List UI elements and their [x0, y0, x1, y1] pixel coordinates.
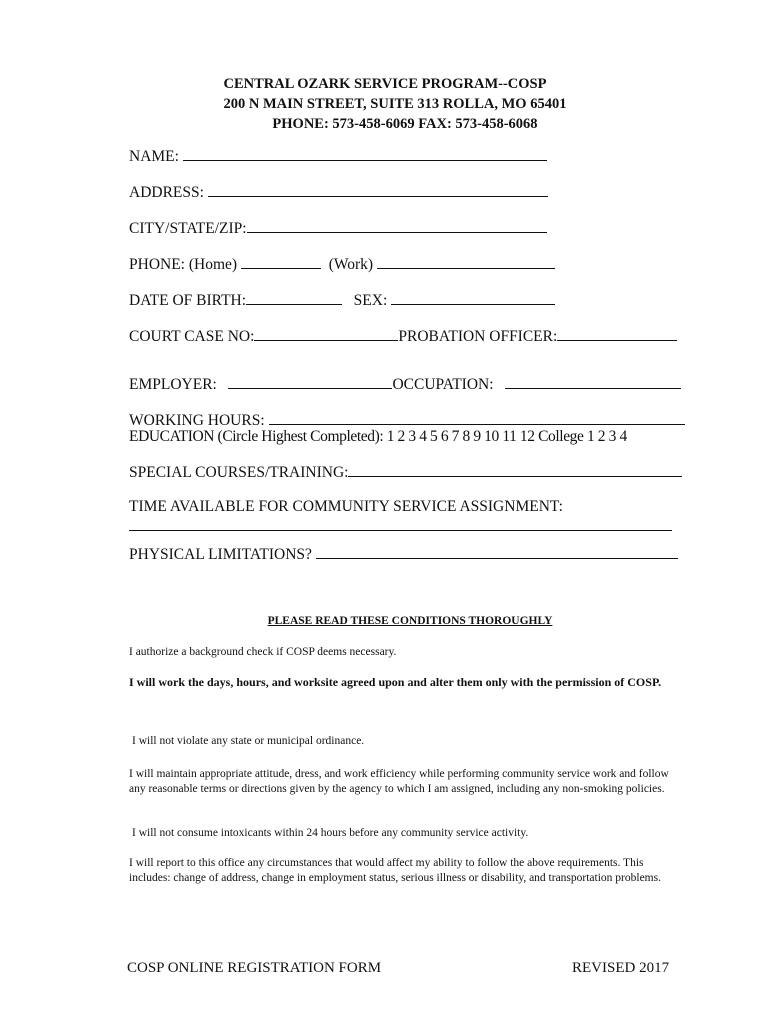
address-input[interactable]	[208, 182, 548, 197]
probation-officer-input[interactable]	[557, 326, 677, 341]
name-label: NAME:	[129, 148, 179, 165]
header-line-2: 200 N MAIN STREET, SUITE 313 ROLLA, MO 65401	[223, 96, 567, 112]
special-courses-input[interactable]	[348, 462, 682, 477]
city-state-zip-input[interactable]	[247, 218, 547, 233]
phone-field	[129, 254, 555, 274]
special-courses-field	[129, 462, 682, 482]
working-hours-input[interactable]	[269, 410, 685, 425]
court-case-field	[129, 326, 677, 346]
condition-item: I will not consume intoxicants within 24 hours before any community service activity.	[132, 827, 529, 839]
name-field	[129, 146, 547, 166]
employer-label: EMPLOYER:	[129, 376, 217, 393]
education-field: EDUCATION (Circle Highest Completed): 1 2 3 4 5 6 7 8 9 10 11 12 College 1 2 3 4	[129, 428, 627, 445]
sex-input[interactable]	[391, 290, 555, 305]
header-line-1: CENTRAL OZARK SERVICE PROGRAM--COSP	[223, 76, 547, 92]
court-case-label: COURT CASE NO:	[129, 328, 255, 345]
occupation-input[interactable]	[505, 374, 681, 389]
phone-work-label: (Work)	[328, 256, 374, 273]
physical-limitations-input[interactable]	[316, 544, 678, 559]
employer-field	[129, 374, 681, 394]
time-available-input[interactable]	[129, 529, 672, 531]
conditions-title: PLEASE READ THESE CONDITIONS THOROUGHLY	[267, 615, 553, 627]
phone-home-label: PHONE: (Home)	[129, 256, 238, 273]
city-state-zip-label: CITY/STATE/ZIP:	[129, 220, 247, 237]
dob-label: DATE OF BIRTH:	[129, 292, 247, 309]
time-available-label: TIME AVAILABLE FOR COMMUNITY SERVICE ASSIGNMENT:	[129, 498, 563, 515]
dob-input[interactable]	[246, 290, 342, 305]
city-state-zip-field	[129, 218, 547, 238]
condition-item: I will work the days, hours, and worksite agreed upon and alter them only with the permission of COSP.	[129, 675, 662, 689]
phone-work-input[interactable]	[377, 254, 555, 269]
address-field	[129, 182, 548, 202]
dob-sex-field	[129, 290, 555, 310]
sex-label: SEX:	[353, 292, 388, 309]
name-input[interactable]	[183, 146, 547, 161]
condition-item: I authorize a background check if COSP deems necessary.	[129, 646, 397, 658]
condition-item: I will not violate any state or municipal ordinance.	[132, 735, 365, 747]
header-line-3: PHONE: 573-458-6069 FAX: 573-458-6068	[272, 116, 538, 132]
physical-limitations-field	[129, 544, 678, 564]
footer-revision: REVISED 2017	[572, 960, 670, 976]
employer-input[interactable]	[228, 374, 392, 389]
occupation-label: OCCUPATION:	[392, 376, 494, 393]
footer-form-title: COSP ONLINE REGISTRATION FORM	[127, 960, 382, 976]
court-case-input[interactable]	[254, 326, 398, 341]
probation-officer-label: PROBATION OFFICER:	[398, 328, 558, 345]
working-hours-field	[129, 410, 685, 430]
condition-item: I will maintain appropriate attitude, dress, and work efficiency while performing community service work and follow any reasonable terms or directions given by the agency to which I am assigned, including any non-smoking policies.	[129, 768, 669, 795]
special-courses-label: SPECIAL COURSES/TRAINING:	[129, 464, 349, 481]
working-hours-label: WORKING HOURS:	[129, 412, 265, 429]
condition-item: I will report to this office any circumstances that would affect my ability to follow the above requirements. This includes: change of address, change in employment status, serious illness or disability, and transportation problems.	[129, 857, 661, 884]
phone-home-input[interactable]	[241, 254, 321, 269]
physical-limitations-label: PHYSICAL LIMITATIONS?	[129, 546, 312, 563]
address-label: ADDRESS:	[129, 184, 204, 201]
